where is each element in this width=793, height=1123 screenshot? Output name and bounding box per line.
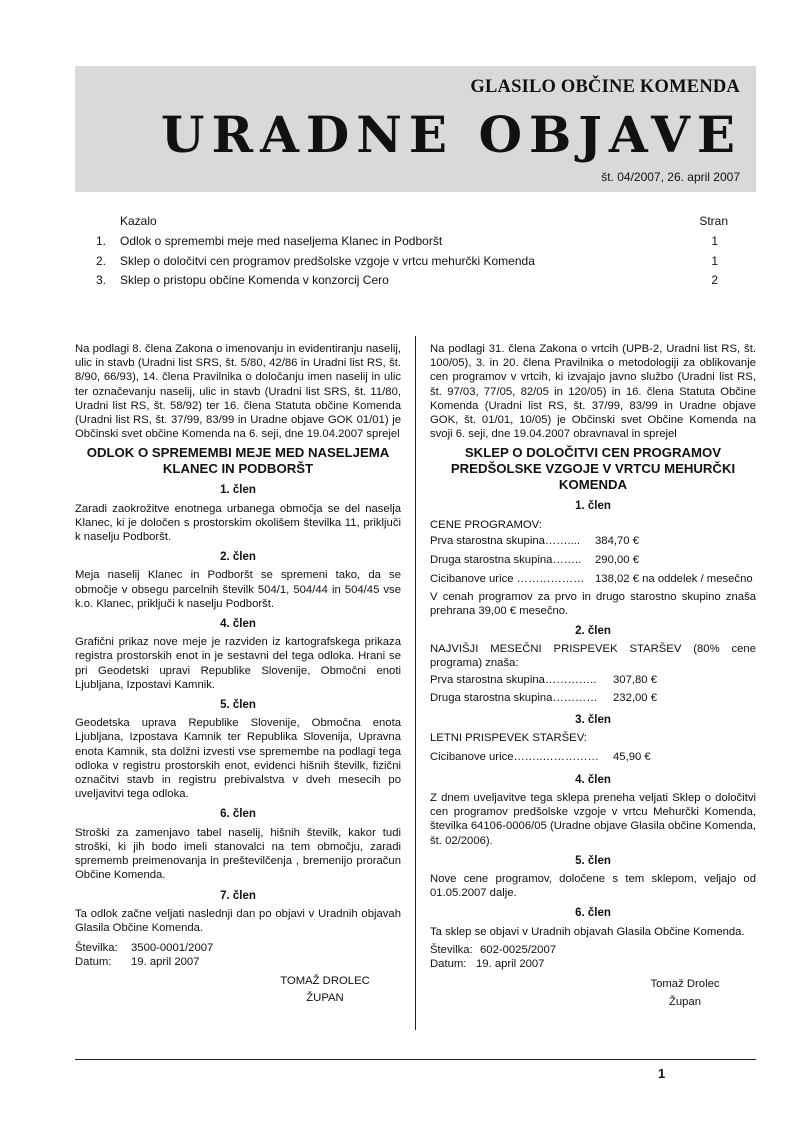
article-heading: 6. člen	[575, 907, 611, 920]
price-value: 45,90 €	[613, 750, 651, 763]
toc-item-page: 1	[711, 253, 718, 268]
toc-item[interactable]	[88, 273, 728, 293]
issue-info: št. 04/2007, 26. april 2007	[601, 170, 740, 184]
masthead	[75, 66, 756, 192]
price-label: Druga starostna skupina……..	[430, 553, 582, 566]
left-column	[75, 342, 401, 1007]
toc-item-title: Odlok o spremembi meje med naseljema Klanec in Podboršt	[120, 234, 443, 248]
toc-heading: Kazalo	[120, 214, 157, 228]
price-label: Prva starostna skupina……....	[430, 534, 581, 547]
article-heading: 4. člen	[220, 618, 256, 631]
document-date	[430, 957, 756, 971]
date-value: 19. april 2007	[476, 958, 545, 971]
price-value: 307,80 €	[613, 673, 657, 686]
right-column	[430, 342, 756, 1011]
toc-item-title: Sklep o določitvi cen programov predšolske vzgoje v vrtcu mehurčki Komenda	[120, 253, 535, 268]
price-label: Cicibanove urice ………………	[430, 572, 585, 585]
article-heading: 7. člen	[220, 889, 256, 902]
number-label: Številka:	[75, 942, 118, 955]
price-label: Cicibanove urice……..……………	[430, 750, 599, 763]
date-value: 19. april 2007	[131, 956, 200, 969]
document-number	[430, 943, 756, 957]
price-row	[430, 673, 756, 691]
article-heading: 6. člen	[220, 808, 256, 821]
signer-role: ŽUPAN	[306, 992, 344, 1005]
price-label: Prva starostna skupina…………..	[430, 673, 597, 686]
price-value: 232,00 €	[613, 691, 657, 704]
price-row	[430, 691, 756, 707]
toc-item-number: 3.	[96, 273, 107, 287]
price-value: 290,00 €	[595, 553, 639, 566]
date-label: Datum:	[430, 958, 467, 971]
document-date	[75, 955, 401, 969]
toc-item-page: 1	[711, 234, 718, 248]
price-row	[430, 750, 756, 767]
article-heading: 5. člen	[575, 854, 611, 867]
price-row	[430, 553, 756, 572]
article-text: Stroški za zamenjavo tabel naselij, hišnih številk, kakor tudi stroški, ki jih bodo imeli stanovalci na tem območju, zaradi sprememb preimenovanja in preštevilčenja , bremenijo proračun Občine Komenda.	[75, 826, 401, 882]
article-text: Z dnem uveljavitve tega sklepa preneha veljati Sklep o določitvi cen programov predšolske vzgoje v vrtcu Mehurčki Komenda, številka 64106-0006/05 (Uradne objave Glasila občine Komenda, št. 02/2006).	[430, 792, 756, 847]
preamble: Na podlagi 8. člena Zakona o imenovanju in evidentiranju naselij, ulic in stavb (Uradni list SRS, št. 5/80, 42/86 in Uradni list RS, št. 8/90, 66/93), 14. člena Pravilnika o določanju imen naselij in ulic ter označevanju naselij, ulic in stavb (Uradni list SRS, št. 11/80, Uradni list RS, št. 58/92) ter 16. člena Statuta občine Komenda (Uradni list RS, št. 37/99, 83/99 in Uradne objave GOK 01/01) je Občinski svet občine Komenda na 6. seji, dne 19.04.2007 sprejel	[75, 343, 401, 441]
article-heading: 1. člen	[575, 500, 611, 513]
price-label: Druga starostna skupina…………	[430, 691, 598, 704]
price-value: 384,70 €	[595, 534, 639, 547]
preamble: Na podlagi 31. člena Zakona o vrtcih (UPB-2, Uradni list RS, št. 100/05), 3. in 20. člena Pravilnika o metodologiji za oblikovanje cen programov v vrtcih, ki izvajajo javno službo (Uradni list RS, št. 97/03, 77/05, 82/05 in 120/05) in 16. člena Statuta Občine Komenda (Uradni list RS, št. 37/99, 83/99 in Uradne objave GOK, št. 01/01, 10/05) je Občinski svet Občine Komenda na svoji 6. seji, dne 19.04.2007 obravnaval in sprejel	[430, 343, 756, 441]
publication-title: URADNE OBJAVE	[160, 105, 742, 164]
number-value: 602-0025/2007	[480, 943, 557, 956]
article-text: Ta odlok začne veljati naslednji dan po objavi v Uradnih objavah Glasila Občine Komenda.	[75, 907, 401, 934]
article-heading: 1. člen	[220, 484, 256, 497]
price-row	[430, 572, 756, 590]
article-text: V cenah programov za prvo in drugo starostno skupino znaša prehrana 39,00 € mesečno.	[430, 590, 756, 617]
article-heading: 4. člen	[575, 773, 611, 786]
article-text: Meja naselij Klanec in Podboršt se spremeni tako, da se območje v obsegu parcelnih številk 504/1, 504/44 in 504/45 vse k.o. Klanec, priključi k naselju Podboršt.	[75, 569, 401, 610]
document-title: SKLEP O DOLOČITVI CEN PROGRAMOV PREDŠOLSKE VZGOJE V VRTCU MEHURČKI KOMENDA	[450, 445, 736, 493]
article-intro: LETNI PRISPEVEK STARŠEV:	[430, 731, 587, 744]
signature-block	[620, 975, 750, 1011]
toc-page-heading: Stran	[699, 214, 728, 228]
signer-name: TOMAŽ DROLEC	[280, 975, 370, 988]
toc-item-title: Sklep o pristopu občine Komenda v konzorcij Cero	[120, 273, 389, 287]
signer-name: Tomaž Drolec	[650, 978, 720, 991]
article-intro: NAJVIŠJI MESEČNI PRISPEVEK STARŠEV (80% cene programa) znaša:	[430, 643, 756, 670]
article-text: Zaradi zaokrožitve enotnega urbanega območja se del naselja Klanec, ki je določen s prostorskim okolišem številka 11, priključi k naselju Podboršt.	[75, 502, 401, 544]
column-divider	[415, 336, 416, 1030]
article-heading: 5. člen	[220, 699, 256, 712]
toc-item[interactable]	[88, 254, 728, 274]
article-heading: 3. člen	[575, 713, 611, 726]
price-row	[430, 534, 756, 553]
signer-role: Župan	[668, 996, 702, 1009]
number-value: 3500-0001/2007	[131, 942, 214, 955]
page-number: 1	[658, 1066, 666, 1081]
table-of-contents	[88, 214, 728, 293]
article-intro: CENE PROGRAMOV:	[430, 518, 542, 531]
article-text: Grafični prikaz nove meje je razviden iz kartografskega prikaza registra prostorskih enot in je sestavni del tega odloka. Hrani se pri Geodetski upravi Republike Slovenije, Območni enoti Ljubljana, Izpostavi Kamnik.	[75, 636, 401, 691]
publication-name: GLASILO OBČINE KOMENDA	[470, 77, 740, 97]
article-text: Ta sklep se objavi v Uradnih objavah Glasila Občine Komenda.	[430, 925, 745, 938]
number-label: Številka:	[430, 943, 473, 956]
toc-item-number: 2.	[96, 253, 107, 268]
article-text: Geodetska uprava Republike Slovenije, Območna enota Ljubljana, Izpostava Kamnik ter Republika Slovenija, Upravna enota Kamnik, sta dolžni izvesti vse spremembe na podlagi tega odloka v registru prostorskih enot, evidenci hišnih številk, fizični označitvi stavb in registru prebivalstva v dveh mesecih po uveljavitvi tega odloka.	[75, 717, 401, 801]
toc-header	[88, 214, 728, 234]
toc-item-page: 2	[711, 273, 718, 287]
article-text: Nove cene programov, določene s tem sklepom, veljajo od 01.05.2007 dalje.	[430, 873, 756, 900]
toc-item-number: 1.	[96, 234, 107, 248]
article-heading: 2. člen	[575, 625, 611, 638]
document-title: ODLOK O SPREMEMBI MEJE MED NASELJEMA KLANEC IN PODBORŠT	[86, 445, 390, 477]
document-number	[75, 941, 401, 955]
price-value: 138,02 € na oddelek / mesečno	[595, 572, 753, 585]
footer-rule	[75, 1059, 756, 1060]
article-heading: 2. člen	[220, 551, 256, 564]
toc-item[interactable]	[88, 234, 728, 254]
date-label: Datum:	[75, 956, 112, 969]
signature-block	[255, 973, 395, 1007]
